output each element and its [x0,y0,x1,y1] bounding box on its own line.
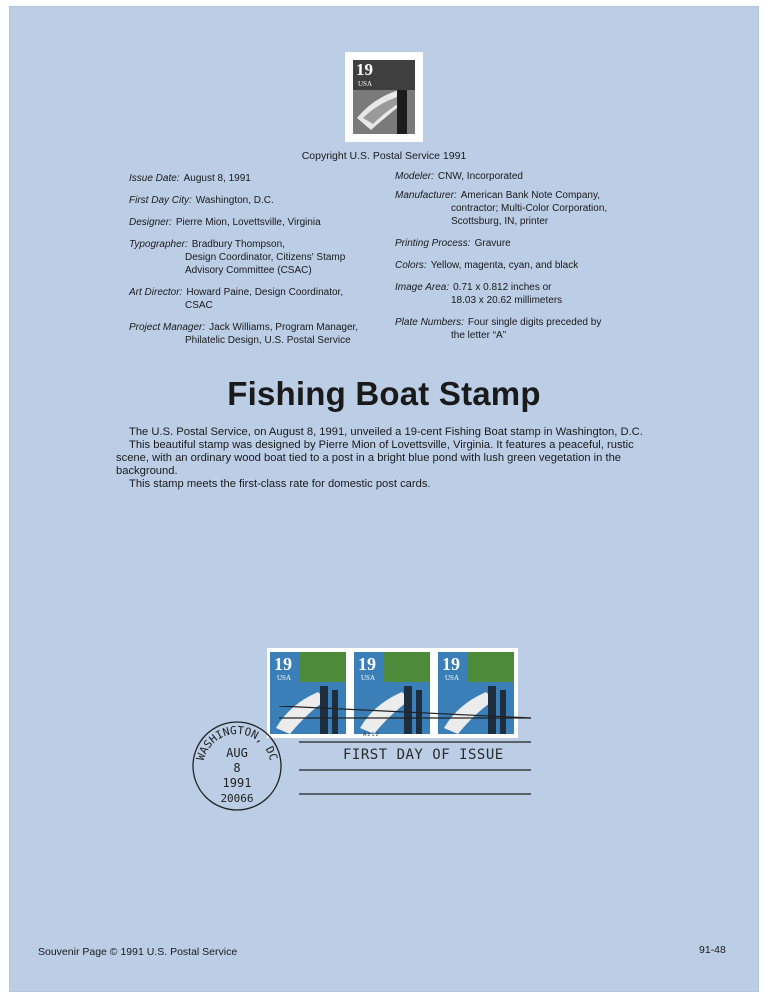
detail-value: Pierre Mion, Lovettsville, Virginia [175,217,321,228]
paragraph-2: This beautiful stamp was designed by Pierre Mion of Lovettsville, Virginia. It features a peaceful, rustic scene, with an ordinary wood boat tied to a post in a bright blue pond with lush green vegetation in the background. [116,439,634,477]
stamp-denomination: 19 [356,60,373,79]
left_details-row [129,286,389,312]
detail-value: Four single digits preceded by [467,317,602,328]
left_details-row [129,172,389,185]
plate-number: A 2 1 2 [363,732,379,738]
detail-label: Project Manager: [129,322,206,333]
postmark-city: WASHINGTON, DC [193,723,281,762]
detail-value: Jack Williams, Program Manager, [209,322,359,333]
detail-value: CSAC [185,300,213,311]
detail-value: Bradbury Thompson, [191,239,285,250]
detail-value: Washington, D.C. [195,195,274,206]
footer-credit: Souvenir Page © 1991 U.S. Postal Service [38,946,238,958]
detail-label: Colors: [395,260,427,271]
detail-value: American Bank Note Company, [460,190,601,201]
postmark-year: 1991 [222,776,252,790]
postmark [189,718,285,814]
paragraph-1: The U.S. Postal Service, on August 8, 1991, unveiled a 19-cent Fishing Boat stamp in Washington, D.C. [129,426,643,438]
paragraph-3: This stamp meets the first-class rate for domestic post cards. [129,478,431,490]
left_details-row [129,321,389,347]
detail-value: Philatelic Design, U.S. Postal Service [185,335,351,346]
detail-value: the letter “A” [451,330,507,341]
detail-value: August 8, 1991 [183,173,251,184]
stamp-image [345,52,423,142]
coil-country: USA [361,674,376,682]
detail-label: Manufacturer: [395,190,457,201]
detail-label: First Day City: [129,195,192,206]
right_details-row [395,237,655,250]
detail-value: 18.03 x 20.62 millimeters [451,295,563,306]
postmark-day: 8 [233,761,241,775]
first-day-of-issue: FIRST DAY OF ISSUE [343,747,504,763]
postmark-zip: 20066 [220,792,254,805]
detail-value: Design Coordinator, Citizens' Stamp [185,252,346,263]
detail-label: Plate Numbers: [395,317,464,328]
right_details-row [395,259,655,272]
details-right-column [395,170,655,342]
detail-label: Issue Date: [129,173,180,184]
coil-country: USA [277,674,292,682]
left_details-row [129,216,389,229]
right_details-row [395,281,655,307]
detail-label: Printing Process: [395,238,471,249]
coil-denomination: 19 [274,654,292,674]
right_details-row [395,316,655,342]
left_details-row [129,194,389,207]
souvenir-page [9,6,759,992]
detail-value: Scottsburg, IN, printer [451,216,549,227]
detail-label: Modeler: [395,171,434,182]
stamp-country: USA [358,80,373,88]
left_details-row [129,238,389,277]
detail-value: Howard Paine, Design Coordinator, [186,287,344,298]
page-title: Fishing Boat Stamp [227,375,541,412]
right_details-row [395,170,655,183]
detail-value: Yellow, magenta, cyan, and black [430,260,579,271]
page-number: 91-48 [699,944,726,956]
coil-denomination: 19 [442,654,460,674]
detail-value: contractor; Multi-Color Corporation, [451,203,608,214]
coil-country: USA [445,674,460,682]
stamp-artwork [353,60,415,134]
detail-label: Typographer: [129,239,188,250]
detail-label: Art Director: [129,287,183,298]
detail-value: CNW, Incorporated [437,171,523,182]
postmark-month: AUG [226,746,248,760]
description [116,426,664,491]
coil-denomination: 19 [358,654,376,674]
detail-label: Designer: [129,217,172,228]
detail-value: Gravure [474,238,511,249]
detail-label: Image Area: [395,282,450,293]
copyright-line: Copyright U.S. Postal Service 1991 [301,150,467,162]
details-left-column [129,172,389,347]
right_details-row [395,189,655,228]
detail-value: Advisory Committee (CSAC) [185,265,312,276]
detail-value: 0.71 x 0.812 inches or [453,282,552,293]
